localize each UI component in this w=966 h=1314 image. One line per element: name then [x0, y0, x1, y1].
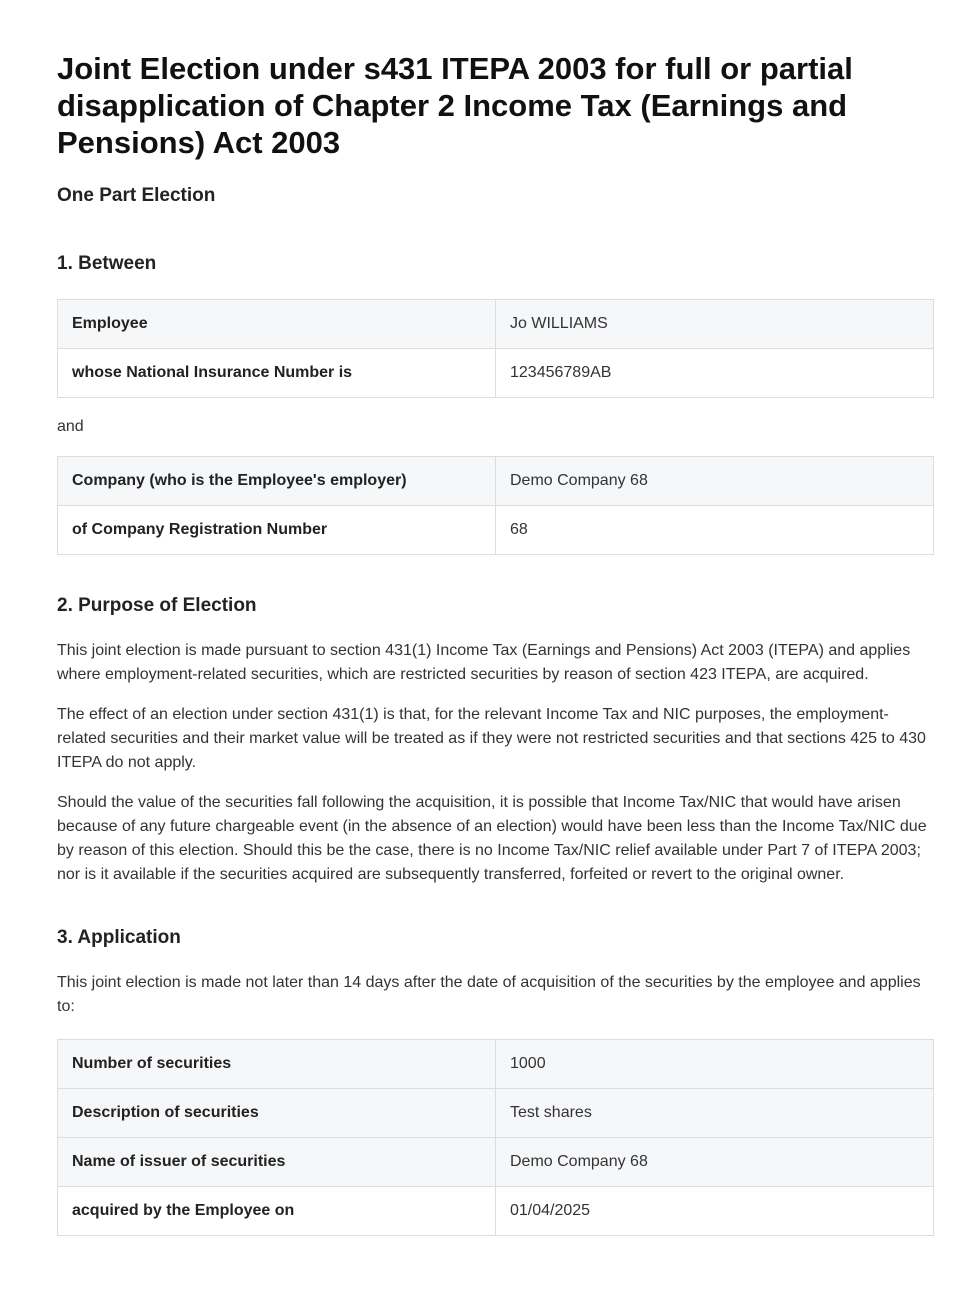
- application-paragraph: This joint election is made not later than 14 days after the date of acquisition of the securities by the employee and applies to:: [57, 974, 921, 1015]
- document-content: [57, 0, 966, 1236]
- section-heading-between: 1. Between: [57, 253, 157, 274]
- acquisition-date-value: 01/04/2025: [496, 1187, 934, 1236]
- company-details-table: [57, 456, 934, 555]
- page-subtitle: One Part Election: [57, 185, 216, 206]
- employee-details-table: [57, 299, 934, 398]
- ni-number-value: 123456789AB: [496, 349, 934, 398]
- section-heading-application: 3. Application: [57, 927, 181, 948]
- table-label-cell: Number of securities: [58, 1040, 496, 1089]
- table-label-cell: Employee: [58, 300, 496, 349]
- issuer-name-value: Demo Company 68: [496, 1138, 934, 1187]
- table-row: [58, 506, 934, 555]
- purpose-paragraph: Should the value of the securities fall following the acquisition, it is possible that Income Tax/NIC that would have arisen because of any future chargeable event (in the absence of an election) would have been less than the Income Tax/NIC due by reason of this election. Should this be the case, there is no Income Tax/NIC relief available under Part 7 of ITEPA 2003; nor is it available if the securities acquired are subsequently transferred, forfeited or revert to the original owner.: [57, 794, 927, 883]
- company-registration-value: 68: [496, 506, 934, 555]
- and-text: and: [57, 418, 84, 435]
- purpose-paragraph: This joint election is made pursuant to section 431(1) Income Tax (Earnings and Pensions) Act 2003 (ITEPA) and applies where employment-related securities, which are restricted securities by reason of section 423 ITEPA, are acquired.: [57, 642, 911, 683]
- securities-count-value: 1000: [496, 1040, 934, 1089]
- securities-details-table: [57, 1039, 934, 1236]
- table-row: [58, 300, 934, 349]
- company-name-value: Demo Company 68: [496, 457, 934, 506]
- purpose-paragraph: The effect of an election under section 431(1) is that, for the relevant Income Tax and NIC purposes, the employment-related securities and their market value will be treated as if they were not restricted securities and that sections 425 to 430 ITEPA do not apply.: [57, 706, 926, 771]
- page-title: Joint Election under s431 ITEPA 2003 for full or partial disapplication of Chapter 2 Income Tax (Earnings and Pensions) Act 2003: [57, 51, 853, 160]
- employee-name-value: Jo WILLIAMS: [496, 300, 934, 349]
- table-row: [58, 1138, 934, 1187]
- table-row: [58, 1089, 934, 1138]
- securities-description-value: Test shares: [496, 1089, 934, 1138]
- table-label-cell: Description of securities: [58, 1089, 496, 1138]
- table-label-cell: acquired by the Employee on: [58, 1187, 496, 1236]
- table-row: [58, 349, 934, 398]
- table-label-cell: whose National Insurance Number is: [58, 349, 496, 398]
- table-row: [58, 457, 934, 506]
- table-row: [58, 1187, 934, 1236]
- table-label-cell: Company (who is the Employee's employer): [58, 457, 496, 506]
- table-row: [58, 1040, 934, 1089]
- table-label-cell: Name of issuer of securities: [58, 1138, 496, 1187]
- section-heading-purpose: 2. Purpose of Election: [57, 595, 257, 616]
- table-label-cell: of Company Registration Number: [58, 506, 496, 555]
